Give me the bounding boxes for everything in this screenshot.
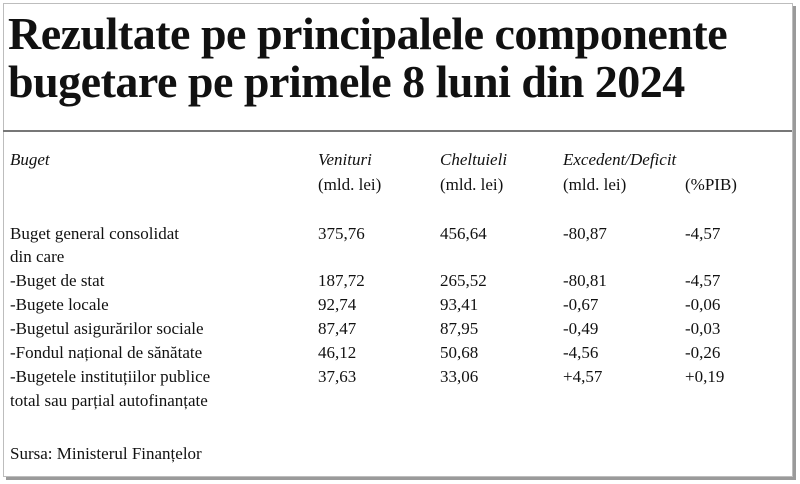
row-cheltuieli: 50,68: [440, 343, 479, 362]
header-venituri: Venituri: [318, 150, 372, 169]
header-units-cheltuieli: (mld. lei): [440, 175, 504, 194]
header-units-excedent: (mld. lei): [563, 175, 627, 194]
row-label: -Bugete locale: [10, 295, 109, 314]
row-label: total sau parțial autofinanțate: [10, 391, 208, 410]
header-excedent: Excedent/Deficit: [563, 150, 677, 169]
row-pib: -0,03: [685, 319, 721, 338]
row-venituri: 37,63: [318, 367, 357, 386]
row-cheltuieli: 93,41: [440, 295, 479, 314]
row-cheltuieli: 33,06: [440, 367, 479, 386]
row-cheltuieli: 456,64: [440, 224, 487, 243]
row-label: -Fondul național de sănătate: [10, 343, 203, 362]
page-title: [8, 10, 788, 106]
row-excedent: +4,57: [563, 367, 603, 386]
row-cheltuieli: 87,95: [440, 319, 479, 338]
row-venituri: 375,76: [318, 224, 365, 243]
row-label: -Buget de stat: [10, 271, 105, 290]
row-pib: +0,19: [685, 367, 725, 386]
row-excedent: -80,81: [563, 271, 607, 290]
row-venituri: 92,74: [318, 295, 357, 314]
row-venituri: 187,72: [318, 271, 365, 290]
title-line-2: bugetare pe primele 8 luni din 2024: [8, 56, 685, 107]
row-pib: -4,57: [685, 224, 721, 243]
row-cheltuieli: 265,52: [440, 271, 487, 290]
row-pib: -4,57: [685, 271, 721, 290]
row-label: -Bugetele instituțiilor publice: [10, 367, 211, 386]
row-venituri: 87,47: [318, 319, 357, 338]
row-pib: -0,06: [685, 295, 721, 314]
title-divider: [3, 130, 792, 132]
source-note: Sursa: Ministerul Finanțelor: [10, 444, 202, 463]
row-excedent: -0,67: [563, 295, 599, 314]
title-line-1: Rezultate pe principalele componente: [8, 8, 728, 59]
header-units-venituri: (mld. lei): [318, 175, 382, 194]
row-label: din care: [10, 247, 65, 266]
row-excedent: -0,49: [563, 319, 599, 338]
row-label: Buget general consolidat: [10, 224, 180, 243]
header-buget: Buget: [10, 150, 50, 169]
row-pib: -0,26: [685, 343, 721, 362]
header-cheltuieli: Cheltuieli: [440, 150, 508, 169]
row-label: -Bugetul asigurărilor sociale: [10, 319, 204, 338]
header-units-pib: (%PIB): [685, 175, 737, 194]
row-venituri: 46,12: [318, 343, 357, 362]
row-excedent: -4,56: [563, 343, 599, 362]
row-excedent: -80,87: [563, 224, 607, 243]
